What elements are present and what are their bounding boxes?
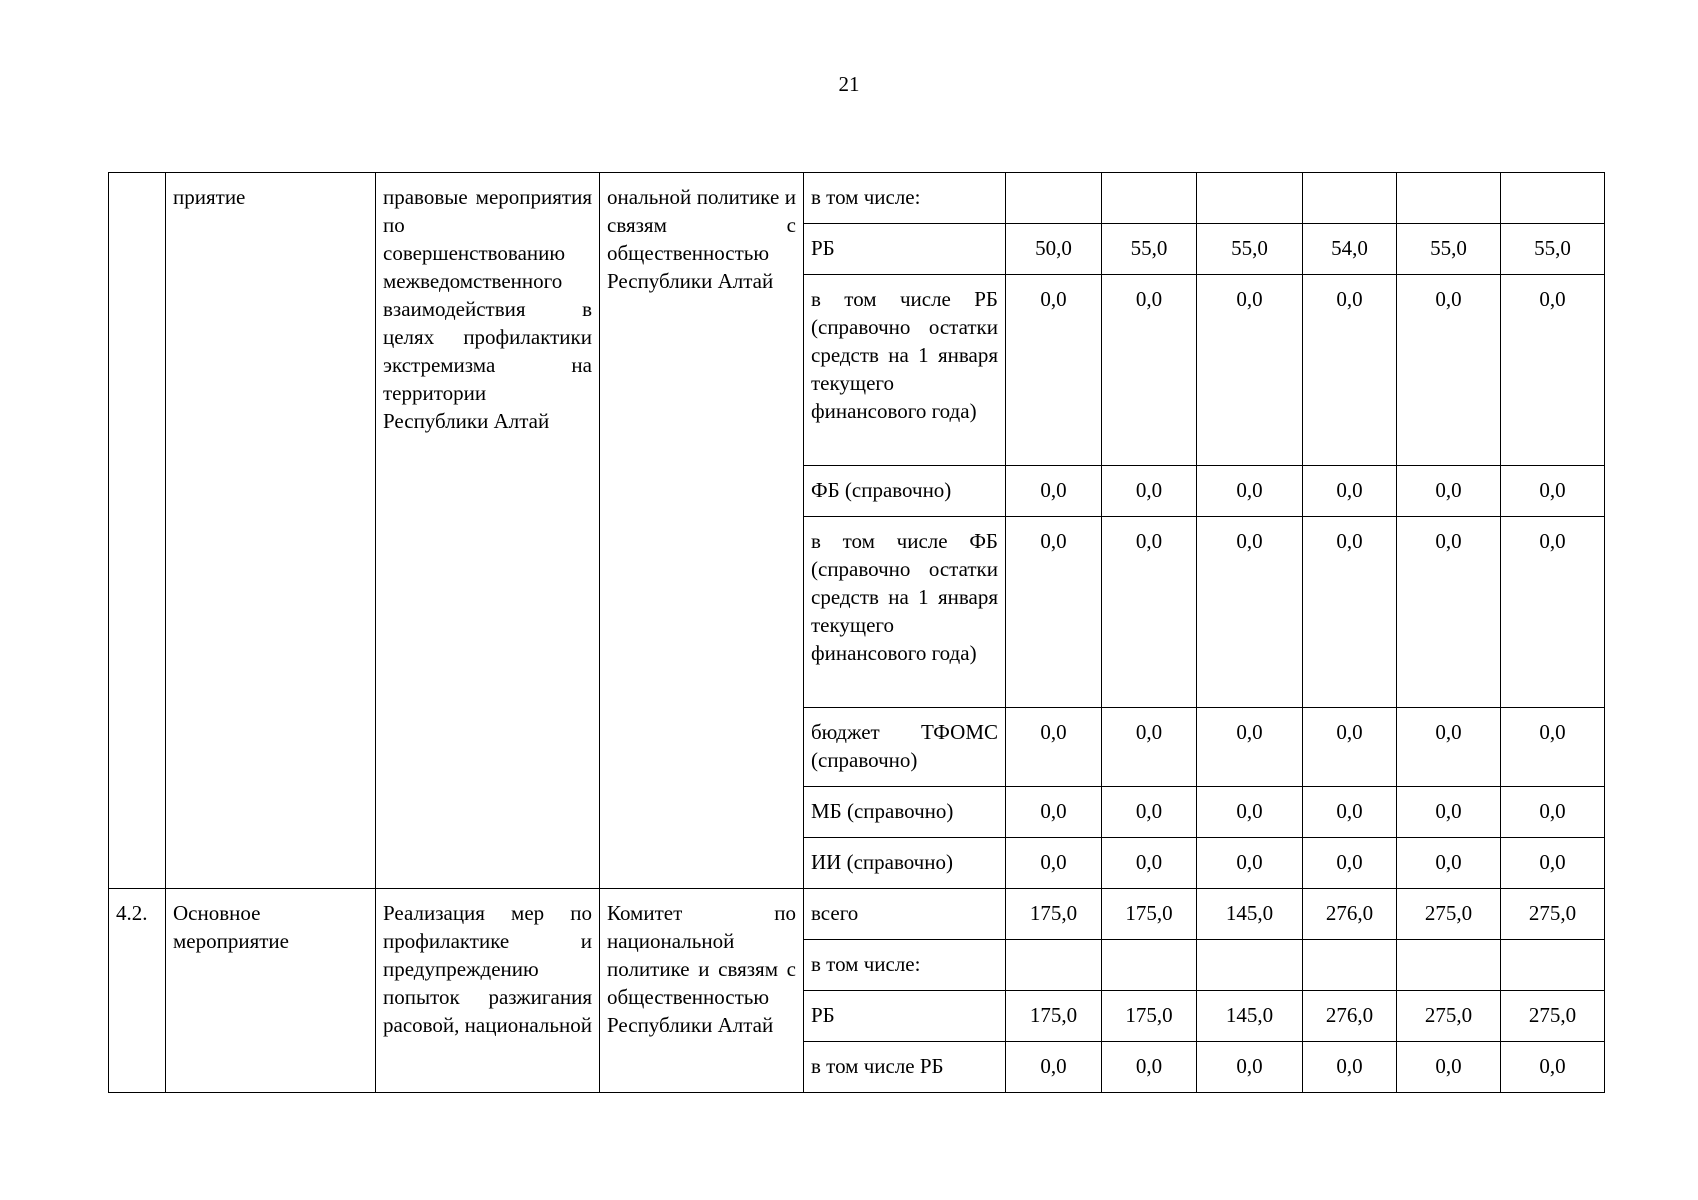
value-cell: 0,0 [1102, 838, 1197, 889]
value-cell: 0,0 [1197, 838, 1303, 889]
funding-source-label: ИИ (справочно) [804, 838, 1006, 889]
value-cell: 0,0 [1197, 1042, 1303, 1093]
value-cell: 0,0 [1397, 466, 1501, 517]
funding-source-label: всего [804, 889, 1006, 940]
value-cell: 0,0 [1501, 708, 1605, 787]
activity-type-cell: приятие [166, 173, 376, 889]
value-cell: 0,0 [1006, 517, 1102, 708]
value-cell: 0,0 [1501, 275, 1605, 466]
value-cell: 275,0 [1397, 991, 1501, 1042]
value-cell: 0,0 [1197, 708, 1303, 787]
value-cell: 0,0 [1303, 275, 1397, 466]
budget-table [108, 172, 1605, 1093]
page-number: 21 [838, 72, 860, 96]
value-cell: 0,0 [1397, 275, 1501, 466]
value-cell: 145,0 [1197, 991, 1303, 1042]
value-cell: 0,0 [1501, 787, 1605, 838]
activity-type-cell: Основное мероприятие [166, 889, 376, 1093]
value-cell [1397, 173, 1501, 224]
value-cell: 0,0 [1197, 275, 1303, 466]
activity-name-cell: правовые мероприятия по совершенствованию межведомственного взаимодействия в целях профилактики экстремизма на территории Республики Алтай [376, 173, 600, 889]
value-cell: 0,0 [1006, 1042, 1102, 1093]
value-cell: 54,0 [1303, 224, 1397, 275]
number-cell: 4.2. [109, 889, 166, 1093]
value-cell: 0,0 [1303, 517, 1397, 708]
activity-name-cell: Реализация мер по профилактике и предупреждению попыток разжигания расовой, национальной [376, 889, 600, 1093]
value-cell: 0,0 [1303, 1042, 1397, 1093]
value-cell: 276,0 [1303, 991, 1397, 1042]
value-cell: 175,0 [1006, 889, 1102, 940]
value-cell: 0,0 [1006, 275, 1102, 466]
value-cell [1102, 940, 1197, 991]
value-cell: 0,0 [1303, 838, 1397, 889]
value-cell: 175,0 [1102, 991, 1197, 1042]
table-row [109, 889, 1605, 940]
value-cell: 145,0 [1197, 889, 1303, 940]
value-cell: 0,0 [1397, 787, 1501, 838]
value-cell: 0,0 [1006, 838, 1102, 889]
funding-source-label: в том числе РБ (справочно остатки средств на 1 января текущего финансового года) [804, 275, 1006, 466]
funding-source-label: в том числе РБ [804, 1042, 1006, 1093]
value-cell: 0,0 [1102, 466, 1197, 517]
value-cell: 0,0 [1197, 517, 1303, 708]
executor-cell: ональной политике и связям с общественностью Республики Алтай [600, 173, 804, 889]
value-cell: 0,0 [1102, 787, 1197, 838]
value-cell: 0,0 [1006, 466, 1102, 517]
value-cell: 0,0 [1501, 838, 1605, 889]
value-cell: 0,0 [1102, 1042, 1197, 1093]
value-cell: 0,0 [1102, 275, 1197, 466]
value-cell [1197, 940, 1303, 991]
value-cell: 275,0 [1501, 889, 1605, 940]
value-cell: 175,0 [1102, 889, 1197, 940]
value-cell: 0,0 [1006, 787, 1102, 838]
value-cell: 0,0 [1303, 708, 1397, 787]
funding-source-label: в том числе: [804, 173, 1006, 224]
value-cell: 275,0 [1501, 991, 1605, 1042]
value-cell: 0,0 [1397, 517, 1501, 708]
value-cell: 55,0 [1102, 224, 1197, 275]
value-cell: 0,0 [1006, 708, 1102, 787]
value-cell [1303, 173, 1397, 224]
value-cell [1102, 173, 1197, 224]
value-cell: 175,0 [1006, 991, 1102, 1042]
funding-source-label: РБ [804, 224, 1006, 275]
funding-source-label: в том числе: [804, 940, 1006, 991]
funding-source-label: РБ [804, 991, 1006, 1042]
value-cell [1197, 173, 1303, 224]
value-cell [1006, 940, 1102, 991]
value-cell: 0,0 [1303, 787, 1397, 838]
value-cell: 0,0 [1303, 466, 1397, 517]
value-cell: 55,0 [1501, 224, 1605, 275]
value-cell: 55,0 [1397, 224, 1501, 275]
value-cell: 0,0 [1397, 1042, 1501, 1093]
value-cell: 275,0 [1397, 889, 1501, 940]
table-row [109, 173, 1605, 224]
value-cell: 276,0 [1303, 889, 1397, 940]
funding-source-label: бюджет ТФОМС (справочно) [804, 708, 1006, 787]
value-cell: 0,0 [1397, 838, 1501, 889]
value-cell: 55,0 [1197, 224, 1303, 275]
value-cell: 0,0 [1501, 1042, 1605, 1093]
value-cell: 0,0 [1501, 517, 1605, 708]
value-cell [1397, 940, 1501, 991]
funding-source-label: ФБ (справочно) [804, 466, 1006, 517]
value-cell: 50,0 [1006, 224, 1102, 275]
value-cell: 0,0 [1397, 708, 1501, 787]
value-cell: 0,0 [1102, 517, 1197, 708]
number-cell [109, 173, 166, 889]
funding-source-label: МБ (справочно) [804, 787, 1006, 838]
value-cell [1006, 173, 1102, 224]
value-cell: 0,0 [1501, 466, 1605, 517]
value-cell: 0,0 [1197, 466, 1303, 517]
value-cell [1501, 173, 1605, 224]
value-cell: 0,0 [1197, 787, 1303, 838]
value-cell [1303, 940, 1397, 991]
executor-cell: Комитет по национальной политике и связям с общественностью Республики Алтай [600, 889, 804, 1093]
funding-source-label: в том числе ФБ (справочно остатки средств на 1 января текущего финансового года) [804, 517, 1006, 708]
value-cell: 0,0 [1102, 708, 1197, 787]
value-cell [1501, 940, 1605, 991]
